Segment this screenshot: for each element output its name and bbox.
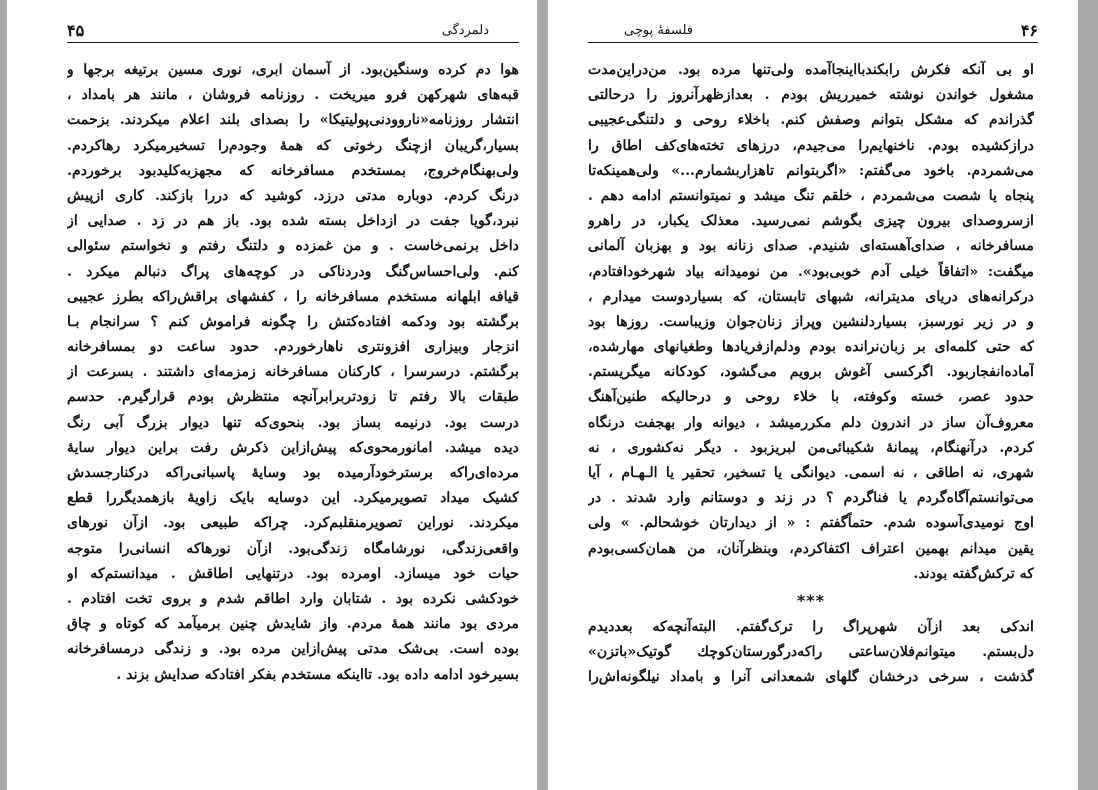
text-line: ازسروصدای بیرون چیزی بگوشم نمی‌رسید. معذلک یکبار، در راهرو <box>588 213 1034 230</box>
text-line: آماده‌انفجاربود. اگرکسی آغوش برویم می‌گشود، کودکانه میگریستم. <box>588 364 1034 381</box>
text-line: بوده است. بی‌شک مدتی پیش‌ازاین مرده بود. و زندگی درمسافرخانه <box>67 641 519 658</box>
running-title: دلمردگی <box>441 23 489 38</box>
text-line: بسیار،گریبان ازچنگ رخوتی که همهٔ وجودم‌را تسخیرمیکرد رهاکردم. <box>67 137 519 154</box>
text-line: و در زیر نورسبز، بسیاردلنشین وپراز زنان‌جوان وزیباست. روزها بود <box>588 313 1034 330</box>
text-line: قیافه ابلهانه مستخدم مسافرخانه را ، کفشهای براقش‌راکه بطرز عجیبی <box>67 288 519 305</box>
text-line: دیده میشد. امانورمحوی‌که پیش‌ازاین ذکرش رفت براین دیوار سایهٔ <box>67 439 519 456</box>
text-line: داخل برنمی‌خاست . و من غمزده و دلتنگ رفتم و نخواستم سئوالی <box>67 238 519 255</box>
text-line: حیات خود میسازد. اومرده بود. درتنهایی اطاقش . میدانستم‌که او <box>67 565 519 582</box>
running-title: فلسفهٔ پوچی <box>624 23 693 38</box>
text-line: هوا دم کرده وسنگین‌بود. از آسمان ابری، نوری مسین برتیغه برجها و <box>67 62 519 78</box>
text-line: دل‌بستم. میتوانم‌فلان‌ساعتی راکه‌درگورستان‌کوچك گوتیک«باتزن» <box>588 644 1034 661</box>
text-line: میکردند. نوراین تصویرمنقلبم‌کرد. چراکه طبیعی بود. ازآن نورهای <box>67 515 519 532</box>
page-header <box>588 22 1038 43</box>
text-line: درنگ کردم. دوباره مدتی درزد. کوشید که دررا بازکند. کاری ازپیش <box>67 187 519 204</box>
text-line: کنم. ولی‌احساس‌گنگ ودردناکی در کوچه‌های پراگ دنبالم میکرد . <box>67 263 519 280</box>
text-line: برگشتم. درسرسرا ، کارکنان مسافرخانه زمزمه‌ای داشتند . بسرعت از <box>67 364 519 381</box>
text-line: درست بود. درنیمه بساز بود. بنحوی‌که تنها دیوار بزرگ آبی رنگ <box>67 414 519 431</box>
text-line: یقین میدانم بهمین اعتراف اکتفاکردم، وبنظرآنان، من همان‌کسی‌بودم <box>588 540 1034 557</box>
text-line: کشیک میداد تصویرمیکرد. این دوسایه بایک زاویهٔ بازهمدیگررا قطع <box>67 490 519 507</box>
text-line: گذشت ، سرخی درخشان گلهای شمعدانی آنرا و بامداد نیلگونه‌اش‌را <box>588 669 1034 686</box>
text-line: می‌شمردم. باخود می‌گفتم: «اگربتوانم تاهزاربشمارم...» ولی‌همینکه‌تا <box>588 162 1034 179</box>
text-line: مسافرخانه ، صدای‌آهسته‌ای شنیدم. صدای زنانه بود و بهزبان آلمانی <box>588 238 1034 255</box>
text-line: می‌توانستم‌آگاه‌گردم یا فناگردم ؟ در زند و دوستانم وارد شدند . در <box>588 490 1034 507</box>
page-body-text <box>67 58 519 688</box>
text-line: کردم. درآنهنگام، پیمانهٔ شکیبائی‌من لبریزبود . دیگر نه‌کشوری ، نه <box>588 439 1034 456</box>
text-line: اندکی بعد ازآن شهرپراگ را ترک‌گفتم. البته‌آنچه‌که بعددیدم <box>588 618 1034 635</box>
text-line: درازکشیده بودم. ناخنهایم‌را می‌جیدم، درزهای تخته‌های‌کف اطاق را <box>588 137 1034 154</box>
section-divider: *** <box>796 590 826 610</box>
text-line: مشغول خواندن نوشته خمیرریش بودم . بعدازظهرآنروز را درحالتی <box>588 87 1034 104</box>
text-line: خودکشی نکرده بود . شتابان وارد اطاقم شدم و بروی تخت افتادم . <box>67 590 519 607</box>
text-line: او بی آنکه فکرش رابکندبااینجاآمده ولی‌تنها مرده بود. من‌دراین‌مدت <box>588 62 1034 78</box>
text-line: شهری، نه اطاقی ، نه اسمی. دیوانگی یا تسخیر، تحقیر یا الـهـام ، آیا <box>588 465 1034 481</box>
page-number: ۴۶ <box>1020 21 1038 40</box>
text-line: ولی‌بهنگام‌خروج، بمستخدم مسافرخانه که مجهزبه‌کلیدبود برخوردم. <box>67 162 519 179</box>
text-line: که حتی کلمه‌ای بر زبان‌نرانده بودم ودلم‌ازفریادها وطغیانهای مهارشده، <box>588 339 1034 356</box>
book-page-left <box>7 0 537 790</box>
text-line: میگفت: «اتفاقاً خیلی آدم خوبی‌بود». من نومیدانه بیاد شهرخودافتادم، <box>588 263 1034 280</box>
text-line: پنجاه یا شصت می‌شمردم ، خلقم تنگ میشد و نمیتوانستم ادامه دهم . <box>588 187 1034 204</box>
text-line: انتشار روزنامه«ناروودنی‌پولیتیکا» را بصدای بلند اعلام میکردند. بزحمت <box>67 112 519 129</box>
text-line: گذراندم که مشکل بتوانم وصفش کنم. باخلاء روحی و دلتنگی‌عجیبی <box>588 112 1034 129</box>
text-line: برگشته بود ودکمه افتاده‌کتش را چگونه فراموش کنم ؟ سرانجام بـا <box>67 313 519 330</box>
text-line: درکرانه‌های دریای مدیترانه، شبهای تابستان، که بسیاردوست میدارم ، <box>588 288 1034 305</box>
text-line: واقعی‌زندگی، نورشامگاه زندگی‌بود. ازآن نورهاکه انسانی‌را متوجه <box>67 540 519 557</box>
text-line: طبقات بالا رفتم تا زودتربرابرآنچه منتظرش بودم قرارگیرم. حدسم <box>67 389 519 406</box>
text-line: مردی بود مانند همهٔ مردم. واز شایدش چنین برمیآمد که کوتاه و چاق <box>67 616 519 633</box>
page-header <box>67 22 519 43</box>
text-line: بسیرخود ادامه داده بود. تااینکه مستخدم بفکر افتادکه صدایش بزند . <box>116 666 519 683</box>
text-line: که ترکش‌گفته بودند. <box>913 565 1034 582</box>
text-line: معروف‌آن ساز در اندرون دلم مکررمیشد ، دیوانه وار بهجفت درنگاه <box>588 414 1034 431</box>
text-line: اوج نومیدی‌آسوده شدم. حتماًگفتم : « از دیدارتان خوشحالم. » ولی <box>588 515 1034 532</box>
text-line: نبرد،گویا جفت در ازداخل بسته شده بود. باز هم در زد . صدایی از <box>67 213 519 230</box>
text-line: انزجار وبیزاری افزونتری ناهارخوردم. حدود ساعت دو بمسافرخانه <box>67 339 519 356</box>
text-line: مرده‌ای‌راکه برسترخودآرمیده بود وسایهٔ پاسبانی‌راکه درکنارجسدش <box>67 465 519 481</box>
page-body-text <box>588 58 1034 691</box>
page-number: ۴۵ <box>67 21 85 40</box>
text-line: حدود عصر، خسته وکوفته، با خلاء روحی و درحالیکه طنین‌آهنگ <box>588 389 1034 406</box>
book-page-right <box>548 0 1078 790</box>
text-line: قبه‌های شهرکهن فرو میریخت . روزنامه فروشان ، مانند هر بامداد ، <box>67 87 519 104</box>
